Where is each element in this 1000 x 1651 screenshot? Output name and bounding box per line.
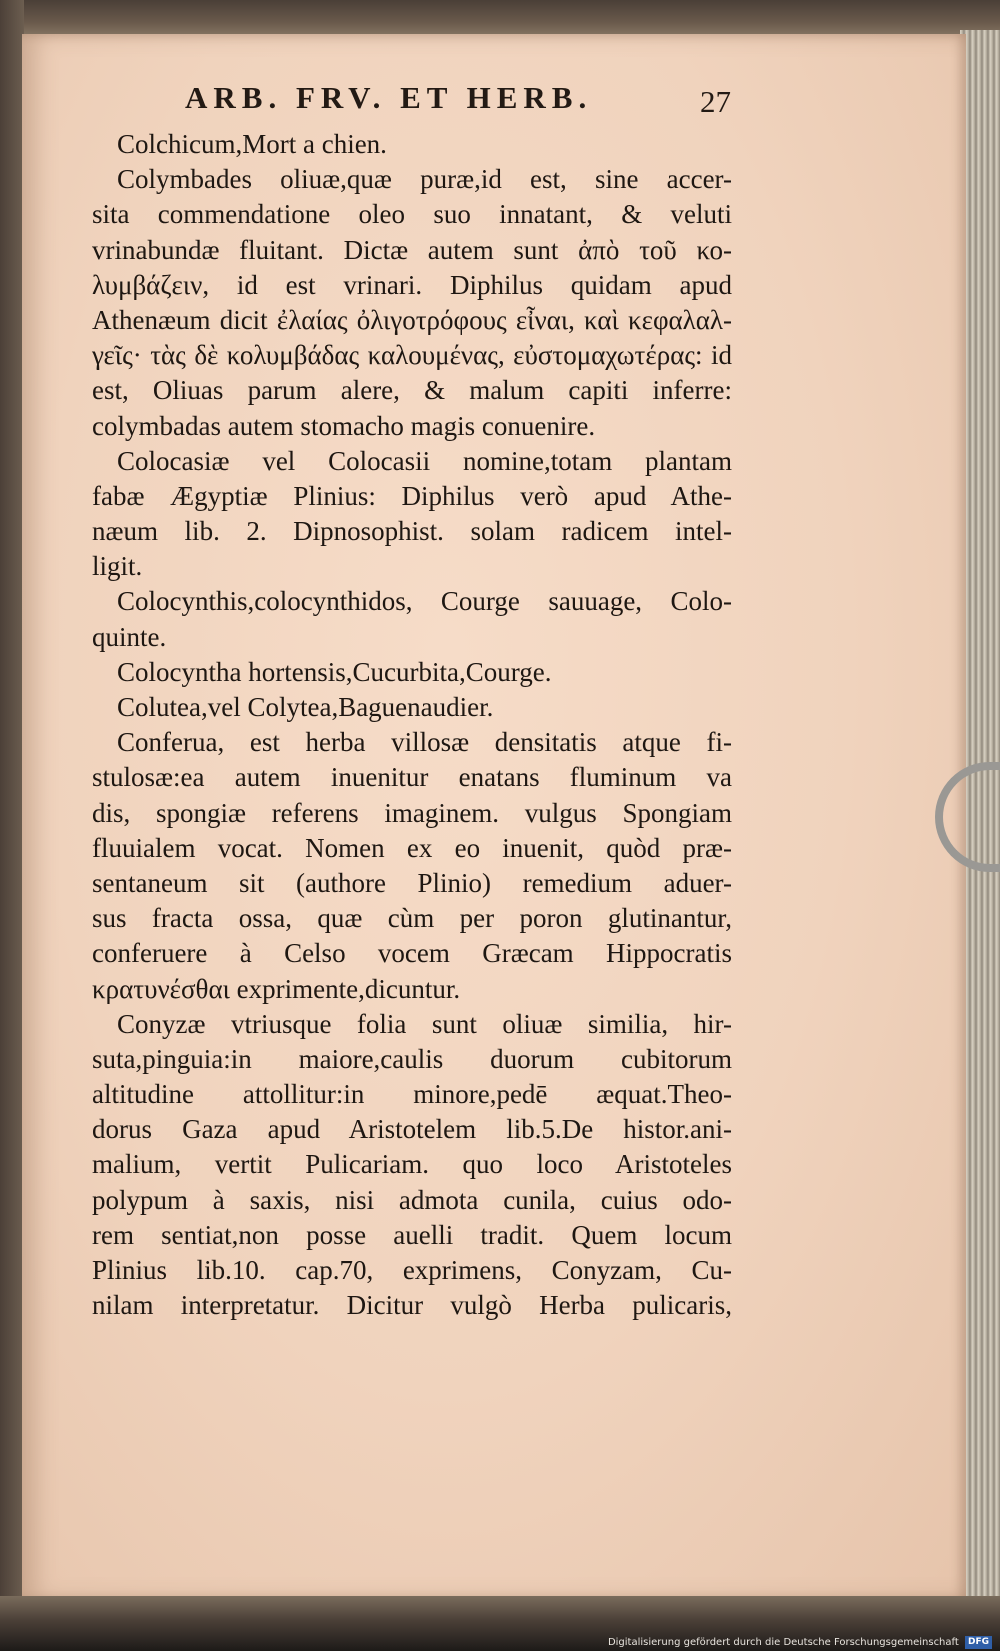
text-line: dis, spongiæ referens imaginem. vulgus Spongiam bbox=[92, 797, 732, 828]
text-line: conferuere à Celso vocem Græcam Hippocratis bbox=[92, 938, 732, 969]
text-line: rem sentiat,non posse auelli tradit. Quem locum bbox=[92, 1219, 732, 1250]
text-line: suta,pinguia:in maiore,caulis duorum cubitorum bbox=[92, 1043, 732, 1074]
text-line: ligit. bbox=[92, 551, 143, 582]
text-line: malium, vertit Pulicariam. quo loco Aristoteles bbox=[92, 1149, 732, 1180]
text-line: vrinabundæ fluitant. Dictæ autem sunt ἀπὸ τοῦ κο- bbox=[92, 234, 732, 265]
footer-credit-text: Digitalisierung gefördert durch die Deutsche Forschungsgemeinschaft bbox=[607, 1637, 959, 1648]
text-line: Colocyntha hortensis,Cucurbita,Courge. bbox=[117, 656, 552, 687]
text-line: quinte. bbox=[92, 621, 167, 652]
footer-credit bbox=[0, 1634, 992, 1651]
text-line: sentaneum sit (authore Plinio) remedium aduer- bbox=[92, 867, 732, 898]
text-line: Athenæum dicit ἐλαίας ὀλιγοτρόφους εἶναι, καὶ κεφαλαλ- bbox=[92, 304, 732, 335]
text-line: Plinius lib.10. cap.70, exprimens, Conyzam, Cu- bbox=[92, 1255, 732, 1285]
text-line: næum lib. 2. Dipnosophist. solam radicem intel- bbox=[92, 516, 732, 547]
book-surround-top bbox=[0, 0, 1000, 38]
body-text bbox=[92, 127, 732, 1323]
text-line: λυμβάζειν, id est vrinari. Diphilus quidam apud bbox=[92, 269, 732, 300]
text-line: κρατυνέσθαι exprimente,dicuntur. bbox=[92, 973, 461, 1004]
text-line: Colocynthis,colocynthidos, Courge sauuage, Colo- bbox=[117, 586, 732, 617]
text-line: Colocasiæ vel Colocasii nomine,totam plantam bbox=[117, 445, 732, 476]
text-line: dorus Gaza apud Aristotelem lib.5.De histor.ani- bbox=[92, 1114, 732, 1145]
text-line: fabæ Ægyptiæ Plinius: Diphilus verò apud Athe- bbox=[92, 480, 732, 511]
book-surround-left bbox=[0, 0, 24, 1651]
text-line: Colutea,vel Colytea,Baguenaudier. bbox=[117, 692, 494, 722]
dfg-logo: DFG bbox=[965, 1636, 992, 1649]
text-line: altitudine attollitur:in minore,pedē æquat.Theo- bbox=[92, 1079, 732, 1110]
text-line: polypum à saxis, nisi admota cunila, cuius odo- bbox=[92, 1184, 732, 1215]
text-line: Conferua, est herba villosæ densitatis atque fi- bbox=[117, 727, 732, 758]
text-line: nilam interpretatur. Dicitur vulgò Herba pulicaris, bbox=[92, 1290, 732, 1321]
text-line: γεῖς· τὰς δὲ κολυμβάδας καλουμένας, εὐστομαχωτέρας: id bbox=[92, 340, 732, 371]
page-number: 27 bbox=[700, 84, 731, 119]
text-line: fluuialem vocat. Nomen ex eo inuenit, quòd præ- bbox=[92, 832, 732, 863]
running-head: ARB. FRV. ET HERB. bbox=[185, 80, 593, 115]
text-line: colymbadas autem stomacho magis conuenire. bbox=[92, 410, 596, 441]
text-line: sita commendatione oleo suo innatant, & veluti bbox=[92, 199, 732, 230]
text-line: stulosæ:ea autem inuenitur enatans fluminum va bbox=[92, 762, 732, 793]
text-line: Colymbades oliuæ,quæ puræ,id est, sine accer- bbox=[117, 164, 732, 195]
text-line: est, Oliuas parum alere, & malum capiti inferre: bbox=[92, 375, 732, 406]
text-line: Colchicum,Mort a chien. bbox=[117, 129, 387, 159]
text-line: Conyzæ vtriusque folia sunt oliuæ similia, hir- bbox=[117, 1008, 732, 1039]
text-line: sus fracta ossa, quæ cùm per poron glutinantur, bbox=[92, 903, 732, 934]
